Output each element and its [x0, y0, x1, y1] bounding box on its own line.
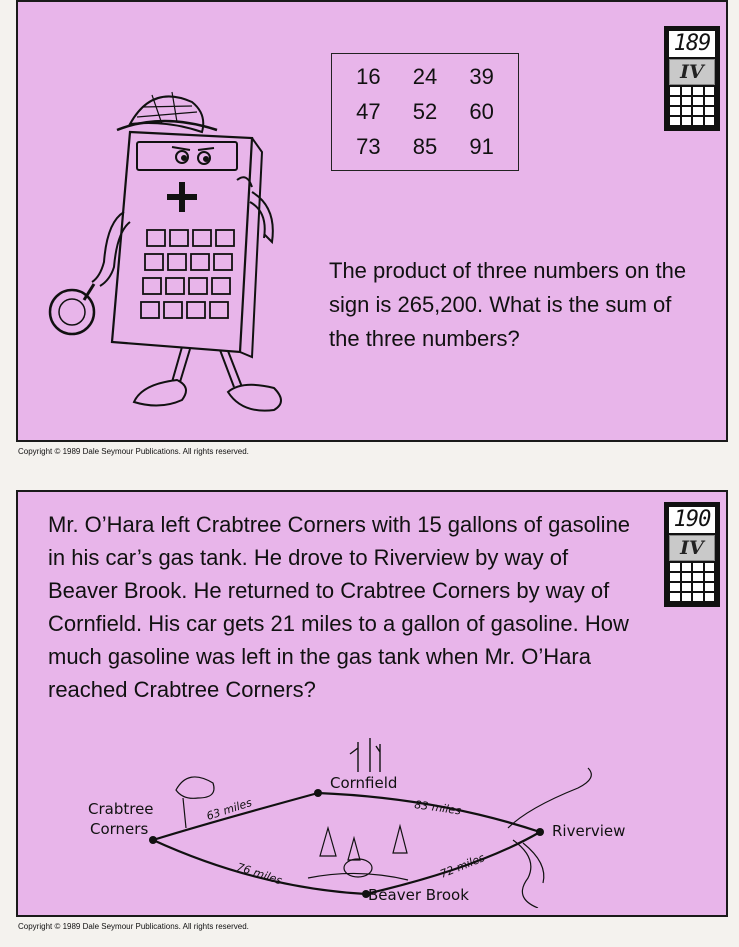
card-level-badge [664, 26, 720, 131]
card-number: 190 [669, 507, 715, 533]
sign-number: 91 [469, 133, 494, 159]
sign-number: 73 [356, 133, 381, 159]
detective-calculator-illustration [42, 62, 292, 432]
copyright-notice: Copyright © 1989 Dale Seymour Publications. All rights reserved. [18, 922, 249, 931]
problem-text: Mr. O’Hara left Crabtree Corners with 15 gallons of gasoline in his car’s gas tank. He drove to Riverview by way of Beaver Brook. He returned to Crabtree Corners by way of Cornfield. His car gets 21 miles to a gallon of gasoline. How much gasoline was left in the gas tank when Mr. O’Hara reached Crabtree Corners? [48, 512, 631, 702]
sign-number: 39 [469, 64, 494, 90]
distance-label: 72 miles [438, 851, 487, 881]
problem-card-190 [16, 490, 728, 917]
distance-label: 83 miles [413, 798, 462, 818]
distance-label: 63 miles [204, 796, 254, 823]
place-label-crabtree: Crabtree [88, 800, 154, 818]
question-text: The product of three numbers on the sign is 265,200. What is the sum of the three numbers? [329, 258, 687, 351]
route-map [58, 728, 658, 908]
cornfield-marker [314, 789, 322, 797]
copyright-notice: Copyright © 1989 Dale Seymour Publications. All rights reserved. [18, 447, 249, 456]
calculator-keypad-icon [670, 563, 714, 601]
problem-card-189 [16, 0, 728, 442]
number-sign [331, 53, 519, 171]
place-label-riverview: Riverview [552, 822, 626, 840]
sign-number: 85 [412, 133, 438, 159]
sign-number: 52 [412, 98, 438, 124]
riverview-marker [536, 828, 544, 836]
crabtree-corners-marker [149, 836, 157, 844]
sign-number: 60 [469, 98, 494, 124]
difficulty-level: IV [669, 59, 715, 85]
card-level-badge [664, 502, 720, 607]
sign-number: 24 [412, 64, 438, 90]
card-number: 189 [669, 31, 715, 57]
distance-label: 76 miles [235, 860, 284, 888]
sign-number: 47 [356, 98, 381, 124]
sign-number: 16 [356, 64, 381, 90]
place-label-corners: Corners [90, 820, 149, 838]
place-label-cornfield: Cornfield [330, 774, 398, 792]
difficulty-level: IV [669, 535, 715, 561]
calculator-keypad-icon [670, 87, 714, 125]
place-label-beaver-brook: Beaver Brook [368, 886, 469, 904]
